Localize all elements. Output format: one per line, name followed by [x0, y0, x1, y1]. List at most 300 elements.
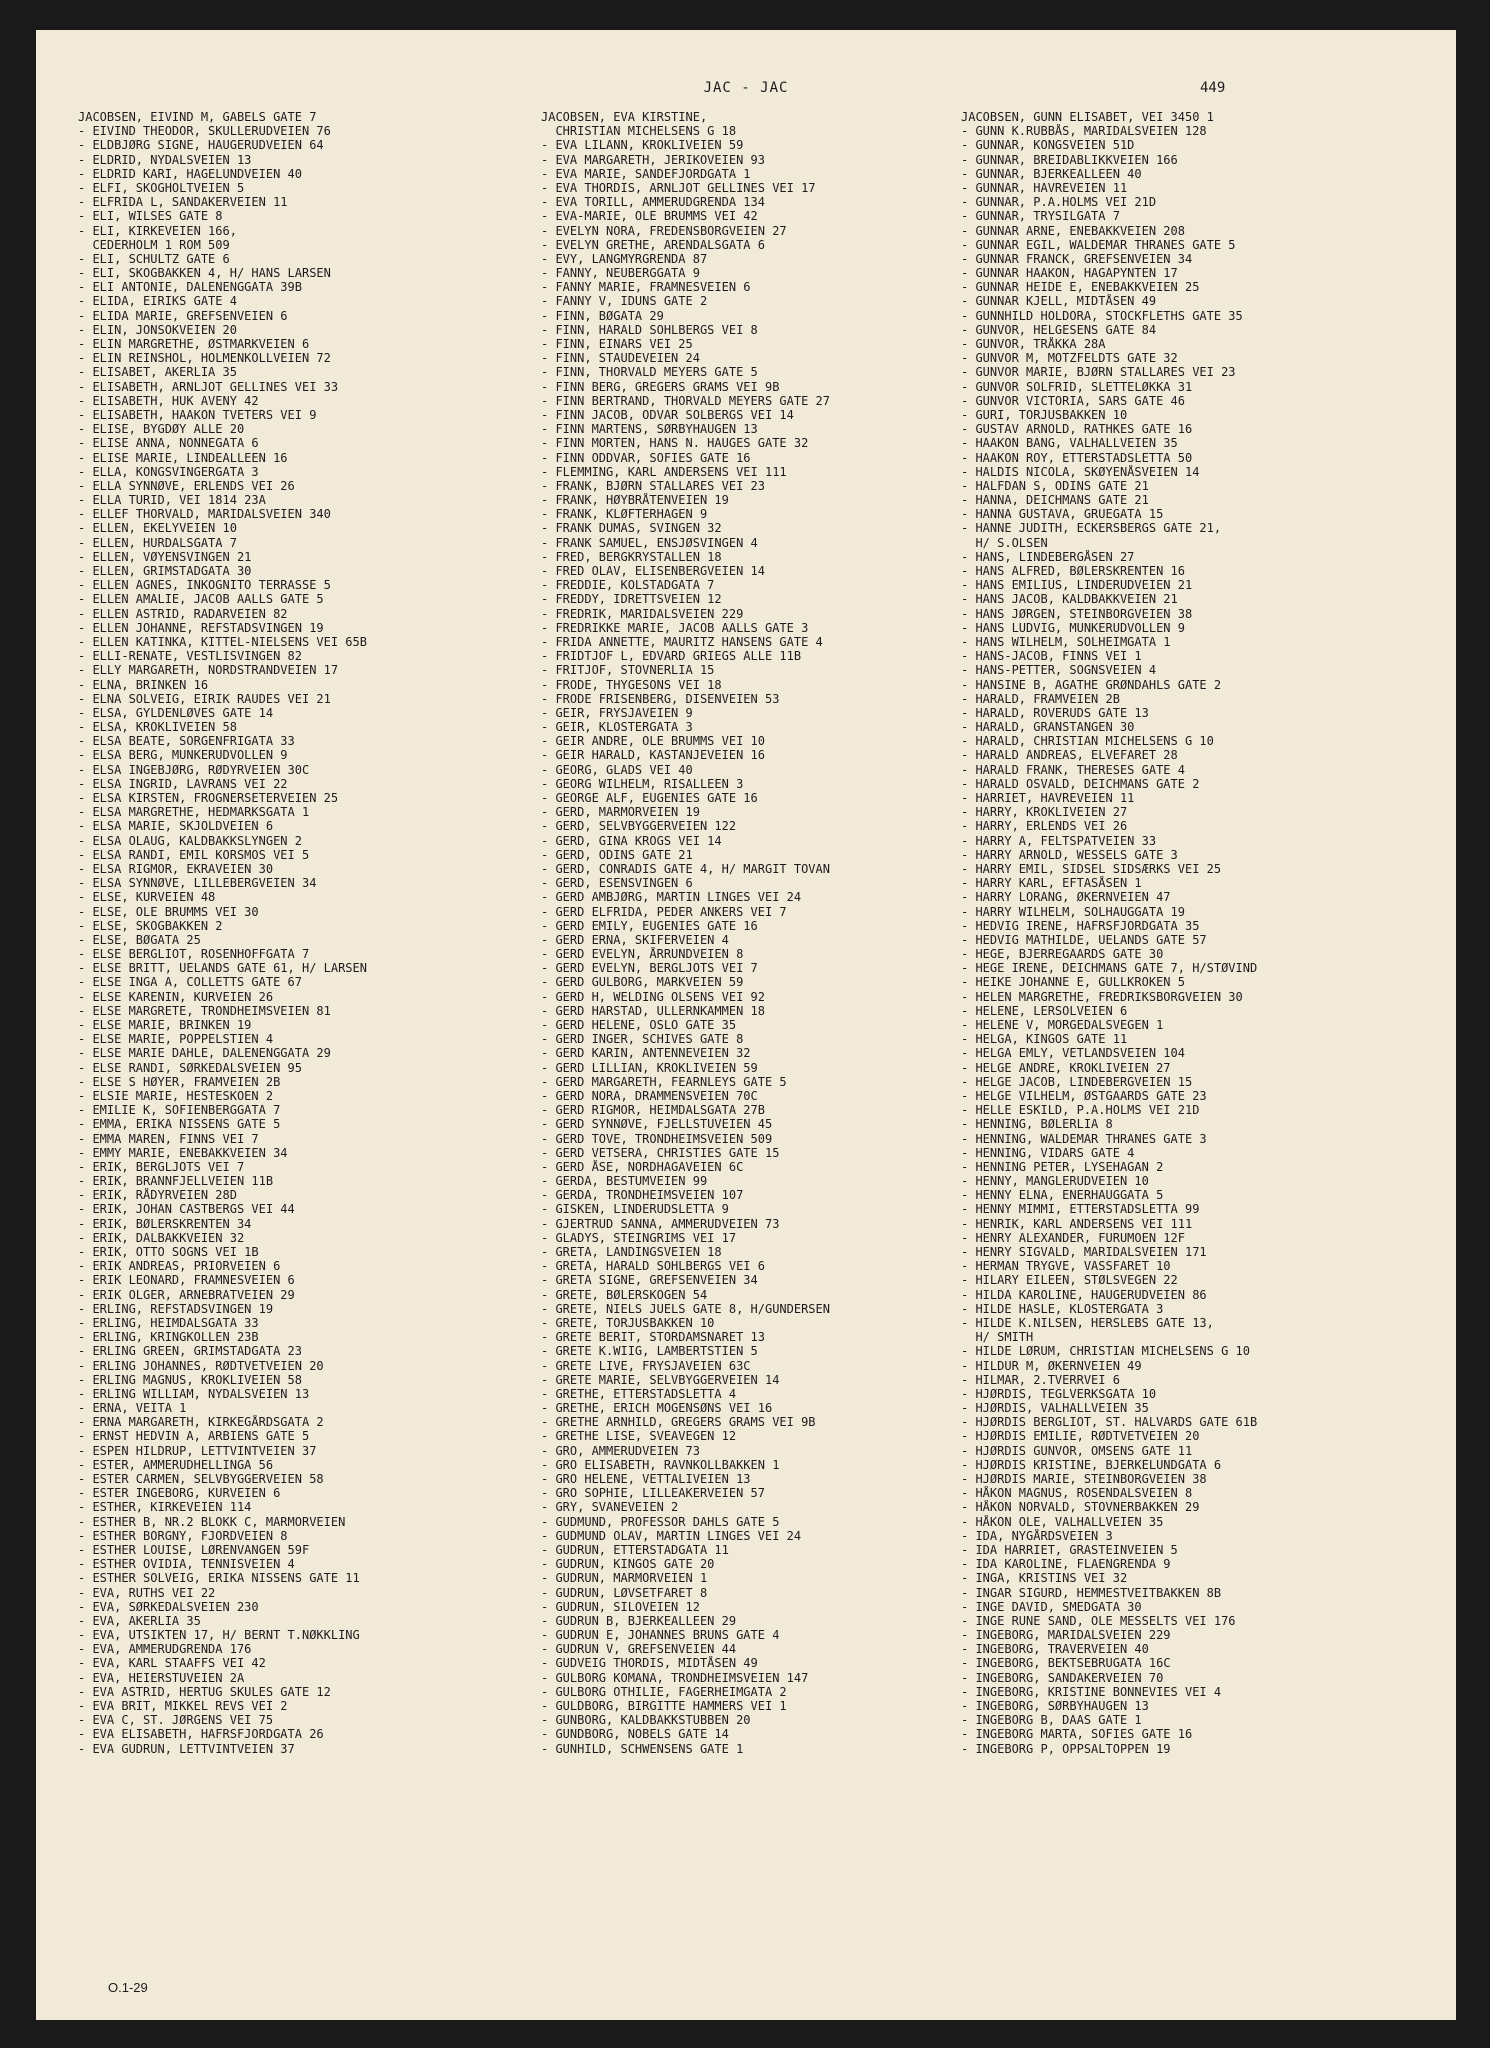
directory-entry-line: - HELGE JACOB, LINDEBERGVEIEN 15	[961, 1074, 1193, 1089]
directory-entry-line: - INGA, KRISTINS VEI 32	[961, 1571, 1128, 1586]
directory-entry-line: - HARRIET, HAVREVEIEN 11	[961, 791, 1135, 805]
directory-entry-line: - INGE DAVID, SMEDGATA 30	[961, 1599, 1142, 1614]
directory-entry-line: - FRANK DUMAS, SVINGEN 32	[541, 521, 722, 536]
directory-entry-line: - GERD VETSERA, CHRISTIES GATE 15	[541, 1145, 780, 1160]
footer-code: O.1-29	[108, 1980, 148, 1995]
directory-entry-line: - HARALD, CHRISTIAN MICHELSENS G 10	[961, 734, 1214, 749]
directory-entry-line: - ERIK OLGER, ARNEBRATVEIEN 29	[78, 1287, 295, 1302]
directory-entry-line: - GUNVOR MARIE, BJØRN STALLARES VEI 23	[961, 365, 1236, 380]
directory-entry-line: - ELLEN, GRIMSTADGATA 30	[78, 564, 252, 578]
directory-entry-line: H/ SMITH	[961, 1330, 1034, 1345]
directory-entry-line: - EVELYN GRETHE, ARENDALSGATA 6	[541, 237, 765, 252]
directory-entry-line: - ELLI-RENATE, VESTLISVINGEN 82	[78, 649, 302, 664]
directory-entry-line: - HJØRDIS GUNVOR, OMSENS GATE 11	[961, 1443, 1193, 1458]
directory-entry-line: - FRODE, THYGESONS VEI 18	[541, 677, 722, 692]
directory-entry-line: - HARRY LORANG, ØKERNVEIEN 47	[961, 890, 1171, 905]
directory-entry-line: - ELLA, KONGSVINGERGATA 3	[78, 464, 259, 479]
directory-entry-line: - FINN, EINARS VEI 25	[541, 337, 693, 351]
directory-entry-line: - HJØRDIS EMILIE, RØDTVETVEIEN 20	[961, 1429, 1200, 1444]
directory-entry-line: - FREDDIE, KOLSTADGATA 7	[541, 578, 715, 593]
directory-entry-line: - GRETHE LISE, SVEAVEGEN 12	[541, 1429, 737, 1444]
directory-entry-line: - EVA C, ST. JØRGENS VEI 75	[78, 1713, 274, 1728]
directory-entry-line: - FANNY V, IDUNS GATE 2	[541, 294, 708, 309]
directory-entry-line: - GRETE, TORJUSBAKKEN 10	[541, 1315, 715, 1330]
directory-entry-line: - GERD EVELYN, ÅRRUNDVEIEN 8	[541, 947, 744, 962]
directory-entry-line: - ELI, SKOGBAKKEN 4, H/ HANS LARSEN	[78, 266, 331, 281]
directory-entry-line: CHRISTIAN MICHELSENS G 18	[541, 124, 737, 139]
directory-entry-line: - GUDRUN, MARMORVEIEN 1	[541, 1571, 708, 1586]
directory-entry-line: - HALDIS NICOLA, SKØYENÅSVEIEN 14	[961, 464, 1200, 479]
directory-entry-line: - GUSTAV ARNOLD, RATHKES GATE 16	[961, 422, 1193, 437]
directory-entry-line: - GUNBORG, KALDBAKKSTUBBEN 20	[541, 1713, 751, 1728]
directory-entry-line: - ERLING, KRINGKOLLEN 23B	[78, 1330, 259, 1345]
directory-entry-line: - HANS LUDVIG, MUNKERUDVOLLEN 9	[961, 620, 1185, 635]
directory-entry-line: - GERD HELENE, OSLO GATE 35	[541, 1018, 737, 1032]
directory-entry-line: - ELLEF THORVALD, MARIDALSVEIEN 340	[78, 507, 331, 522]
directory-entry-line: - GERD H, WELDING OLSENS VEI 92	[541, 989, 765, 1004]
directory-entry-line: - ELLA TURID, VEI 1814 23A	[78, 493, 266, 508]
directory-entry-line: - HENNING, WALDEMAR THRANES GATE 3	[961, 1131, 1207, 1146]
directory-entry-line: - ELLEN ASTRID, RADARVEIEN 82	[78, 606, 288, 621]
directory-entry-line: - ELSE BERGLIOT, ROSENHOFFGATA 7	[78, 947, 310, 962]
directory-entry-line: - EVY, LANGMYRGRENDA 87	[541, 251, 708, 266]
directory-entry-line: - GERD ÅSE, NORDHAGAVEIEN 6C	[541, 1159, 744, 1174]
directory-entry-line: - ERLING, REFSTADSVINGEN 19	[78, 1301, 274, 1316]
directory-entry-line: - GERD, ESENSVINGEN 6	[541, 876, 693, 891]
directory-entry-line: - GERDA, TRONDHEIMSVEIEN 107	[541, 1188, 744, 1203]
directory-entry-line: JACOBSEN, EIVIND M, GABELS GATE 7	[78, 110, 317, 124]
directory-entry-line: - IDA KAROLINE, FLAENGRENDA 9	[961, 1557, 1171, 1572]
directory-entry-line: - GUNNAR, BJERKEALLEEN 40	[961, 166, 1142, 181]
directory-entry-line: - GRO ELISABETH, RAVNKOLLBAKKEN 1	[541, 1457, 780, 1472]
directory-entry-line: - GRETA, LANDINGSVEIEN 18	[541, 1245, 722, 1259]
directory-entry-line: - GRETHE ARNHILD, GREGERS GRAMS VEI 9B	[541, 1415, 816, 1430]
directory-entry-line: - HARRY, ERLENDS VEI 26	[961, 819, 1128, 834]
directory-entry-line: - FRANK SAMUEL, ENSJØSVINGEN 4	[541, 535, 758, 550]
directory-entry-line: - GUDMUND OLAV, MARTIN LINGES VEI 24	[541, 1528, 802, 1543]
directory-entry-line: - EMILIE K, SOFIENBERGGATA 7	[78, 1103, 281, 1118]
directory-entry-line: - ELIDA MARIE, GREFSENVEIEN 6	[78, 308, 288, 323]
directory-entry-line: - ELSA MARGRETHE, HEDMARKSGATA 1	[78, 805, 310, 820]
directory-entry-line: - GERD EVELYN, BERGLJOTS VEI 7	[541, 961, 758, 976]
directory-entry-line: - HARALD, ROVERUDS GATE 13	[961, 705, 1149, 720]
directory-entry-line: - FRIDTJOF L, EDVARD GRIEGS ALLE 11B	[541, 649, 802, 664]
directory-entry-line: - ERIK, OTTO SOGNS VEI 1B	[78, 1245, 259, 1259]
directory-entry-line: - EVA GUDRUN, LETTVINTVEIEN 37	[78, 1741, 295, 1756]
directory-entry-line: - FINN, HARALD SOHLBERGS VEI 8	[541, 322, 758, 337]
directory-entry-line: - ELIDA, EIRIKS GATE 4	[78, 294, 237, 309]
directory-entry-line: - ELFRIDA L, SANDAKERVEIEN 11	[78, 195, 288, 210]
directory-entry-line: - ERIK, DALBAKKVEIEN 32	[78, 1230, 245, 1245]
directory-entry-line: - GEORGE ALF, EUGENIES GATE 16	[541, 791, 758, 805]
directory-entry-line: - EVA, UTSIKTEN 17, H/ BERNT T.NØKKLING	[78, 1628, 360, 1643]
directory-entry-line: - ELIN REINSHOL, HOLMENKOLLVEIEN 72	[78, 351, 331, 366]
directory-entry-line: - ERLING WILLIAM, NYDALSVEIEN 13	[78, 1386, 310, 1401]
directory-entry-line: - FINN BERTRAND, THORVALD MEYERS GATE 27	[541, 393, 830, 408]
directory-entry-line: - ELISABETH, HAAKON TVETERS VEI 9	[78, 407, 317, 422]
directory-entry-line: - GULBORG OTHILIE, FAGERHEIMGATA 2	[541, 1684, 787, 1699]
directory-entry-line: - ERNA, VEITA 1	[78, 1401, 187, 1416]
directory-entry-line: - ELSE INGA A, COLLETTS GATE 67	[78, 975, 302, 990]
directory-entry-line: - HILMAR, 2.TVERRVEI 6	[961, 1372, 1120, 1387]
directory-entry-line: - GERD RIGMOR, HEIMDALSGATA 27B	[541, 1103, 765, 1118]
directory-entry-line: - HARALD, GRANSTANGEN 30	[961, 720, 1135, 735]
directory-entry-line: - GUDRUN E, JOHANNES BRUNS GATE 4	[541, 1628, 780, 1643]
directory-entry-line: - GUNNHILD HOLDORA, STOCKFLETHS GATE 35	[961, 308, 1243, 323]
directory-entry-line: - EVA ASTRID, HERTUG SKULES GATE 12	[78, 1684, 331, 1699]
directory-entry-line: - INGEBORG, MARIDALSVEIEN 229	[961, 1628, 1171, 1643]
directory-entry-line: - GUNNAR EGIL, WALDEMAR THRANES GATE 5	[961, 237, 1236, 252]
directory-entry-line: - ESTHER SOLVEIG, ERIKA NISSENS GATE 11	[78, 1571, 360, 1586]
directory-entry-line: - EVA, KARL STAAFFS VEI 42	[78, 1656, 266, 1671]
directory-entry-line: - GERD, SELVBYGGERVEIEN 122	[541, 819, 737, 834]
directory-entry-line: JACOBSEN, GUNN ELISABET, VEI 3450 1	[961, 110, 1214, 124]
column-2	[541, 110, 961, 1756]
directory-entry-line: - GRETA SIGNE, GREFSENVEIEN 34	[541, 1273, 758, 1288]
directory-entry-line: - HANS JØRGEN, STEINBORGVEIEN 38	[961, 606, 1193, 621]
directory-entry-line: - ELI ANTONIE, DALENENGGATA 39B	[78, 280, 302, 295]
directory-entry-line: - HANNA GUSTAVA, GRUEGATA 15	[961, 507, 1164, 522]
directory-entry-line: - HÅKON NORVALD, STOVNERBAKKEN 29	[961, 1500, 1200, 1515]
directory-entry-line: - HARRY EMIL, SIDSEL SIDSÆRKS VEI 25	[961, 861, 1222, 876]
directory-entry-line: - HENNING, VIDARS GATE 4	[961, 1145, 1135, 1160]
directory-entry-line: - EVA ELISABETH, HAFRSFJORDGATA 26	[78, 1727, 324, 1742]
directory-entry-line: - HEGE IRENE, DEICHMANS GATE 7, H/STØVIND	[961, 961, 1258, 976]
directory-entry-line: - EVA BRIT, MIKKEL REVS VEI 2	[78, 1699, 288, 1713]
directory-entry-line: - HERMAN TRYGVE, VASSFARET 10	[961, 1259, 1171, 1274]
directory-entry-line: - GEIR, KLOSTERGATA 3	[541, 720, 693, 735]
directory-entry-line: - ERLING GREEN, GRIMSTADGATA 23	[78, 1344, 302, 1359]
directory-entry-line: - HANS ALFRED, BØLERSKRENTEN 16	[961, 564, 1185, 578]
directory-entry-line: - HANS WILHELM, SOLHEIMGATA 1	[961, 634, 1171, 649]
directory-entry-line: - ELSA OLAUG, KALDBAKKSLYNGEN 2	[78, 833, 302, 848]
directory-entry-line: - GUNVOR, TRÅKKA 28A	[961, 337, 1106, 351]
directory-entry-line: H/ S.OLSEN	[961, 535, 1048, 550]
directory-entry-line: - FRED OLAV, ELISENBERGVEIEN 14	[541, 564, 765, 578]
directory-entry-line: - ELSE S HØYER, FRAMVEIEN 2B	[78, 1074, 281, 1089]
directory-entry-line: - GUNNAR FRANCK, GREFSENVEIEN 34	[961, 251, 1193, 266]
directory-entry-line: - ELFI, SKOGHOLTVEIEN 5	[78, 180, 245, 195]
directory-page	[36, 30, 1456, 2020]
directory-entry-line: - ELSE MARIE DAHLE, DALENENGGATA 29	[78, 1046, 331, 1061]
directory-entry-line: - GUNVOR SOLFRID, SLETTELØKKA 31	[961, 379, 1193, 394]
directory-entry-line: - ELLA SYNNØVE, ERLENDS VEI 26	[78, 478, 295, 493]
directory-entry-line: - ESTHER OVIDIA, TENNISVEIEN 4	[78, 1557, 295, 1572]
directory-entry-line: - ELSA RANDI, EMIL KORSMOS VEI 5	[78, 847, 310, 862]
directory-entry-line: - FINN MORTEN, HANS N. HAUGES GATE 32	[541, 436, 809, 451]
directory-entry-line: - GUNDBORG, NOBELS GATE 14	[541, 1727, 729, 1742]
directory-entry-line: - GUDMUND, PROFESSOR DAHLS GATE 5	[541, 1514, 780, 1529]
directory-entry-line: - ELISE ANNA, NONNEGATA 6	[78, 436, 259, 451]
directory-entry-line: JACOBSEN, EVA KIRSTINE,	[541, 110, 708, 124]
directory-entry-line: - EVA, SØRKEDALSVEIEN 230	[78, 1599, 259, 1614]
directory-entry-line: - FRODE FRISENBERG, DISENVEIEN 53	[541, 691, 780, 706]
directory-entry-line: - GURI, TORJUSBAKKEN 10	[961, 407, 1128, 422]
directory-entry-line: - GUNNAR HEIDE E, ENEBAKKVEIEN 25	[961, 280, 1200, 295]
directory-entry-line: - GERD NORA, DRAMMENSVEIEN 70C	[541, 1088, 758, 1103]
directory-entry-line: - HEIKE JOHANNE E, GULLKROKEN 5	[961, 975, 1185, 990]
directory-entry-line: - HARRY WILHELM, SOLHAUGGATA 19	[961, 904, 1185, 919]
directory-entry-line: - EVA THORDIS, ARNLJOT GELLINES VEI 17	[541, 180, 816, 195]
directory-entry-line: - ELSA BEATE, SORGENFRIGATA 33	[78, 734, 295, 749]
directory-entry-line: - HAAKON BANG, VALHALLVEIEN 35	[961, 436, 1178, 451]
directory-entry-line: - ERLING JOHANNES, RØDTVETVEIEN 20	[78, 1358, 324, 1373]
directory-entry-line: - HENRIK, KARL ANDERSENS VEI 111	[961, 1216, 1193, 1231]
directory-entry-line: - HANS-JACOB, FINNS VEI 1	[961, 649, 1142, 664]
directory-entry-line: - GEORG WILHELM, RISALLEEN 3	[541, 776, 744, 791]
directory-entry-line: - ELSA KIRSTEN, FROGNERSETERVEIEN 25	[78, 791, 339, 805]
directory-entry-line: - HJØRDIS, TEGLVERKSGATA 10	[961, 1386, 1157, 1401]
directory-entry-line: - FRED, BERGKRYSTALLEN 18	[541, 549, 722, 564]
directory-entry-line: - GERD GULBORG, MARKVEIEN 59	[541, 975, 744, 990]
directory-entry-line: - ELLEN, HURDALSGATA 7	[78, 535, 237, 550]
directory-entry-line: - ESTHER LOUISE, LØRENVANGEN 59F	[78, 1542, 310, 1557]
directory-entry-line: - ELLY MARGARETH, NORDSTRANDVEIEN 17	[78, 663, 339, 678]
directory-entry-line: - INGEBORG, BEKTSEBRUGATA 16C	[961, 1656, 1171, 1671]
directory-entry-line: - HENRY SIGVALD, MARIDALSVEIEN 171	[961, 1245, 1207, 1259]
directory-entry-line: - HELLE ESKILD, P.A.HOLMS VEI 21D	[961, 1103, 1200, 1118]
directory-entry-line: - ELLEN, EKELYVEIEN 10	[78, 521, 237, 536]
directory-entry-line: - GERD ERNA, SKIFERVEIEN 4	[541, 932, 729, 947]
directory-entry-line: - HELEN MARGRETHE, FREDRIKSBORGVEIEN 30	[961, 989, 1243, 1004]
directory-entry-line: - ESTHER BORGNY, FJORDVEIEN 8	[78, 1528, 288, 1543]
directory-entry-line: - ERLING MAGNUS, KROKLIVEIEN 58	[78, 1372, 302, 1387]
directory-entry-line: - FINN BERG, GREGERS GRAMS VEI 9B	[541, 379, 780, 394]
directory-entry-line: - GRO SOPHIE, LILLEAKERVEIEN 57	[541, 1486, 765, 1501]
directory-entry-line: - GISKEN, LINDERUDSLETTA 9	[541, 1202, 729, 1217]
directory-entry-line: - ELSIE MARIE, HESTESKOEN 2	[78, 1088, 274, 1103]
directory-entry-line: - ELNA SOLVEIG, EIRIK RAUDES VEI 21	[78, 691, 331, 706]
directory-entry-line: - ERNST HEDVIN A, ARBIENS GATE 5	[78, 1429, 310, 1444]
directory-entry-line: - ELIN, JONSOKVEIEN 20	[78, 322, 237, 337]
directory-entry-line: - GERD, GINA KROGS VEI 14	[541, 833, 722, 848]
directory-entry-line: - GERD TOVE, TRONDHEIMSVEIEN 509	[541, 1131, 773, 1146]
directory-entry-line: - FRANK, BJØRN STALLARES VEI 23	[541, 478, 765, 493]
directory-entry-line: - ERIK, BØLERSKRENTEN 34	[78, 1216, 252, 1231]
directory-entry-line: - ELSA INGEBJØRG, RØDYRVEIEN 30C	[78, 762, 310, 777]
directory-entry-line: - GUNNAR, TRYSILGATA 7	[961, 209, 1120, 224]
directory-entry-line: - HEGE, BJERREGAARDS GATE 30	[961, 947, 1164, 962]
directory-entry-line: - FANNY MARIE, FRAMNESVEIEN 6	[541, 280, 751, 295]
directory-entry-line: - GRETE, BØLERSKOGEN 54	[541, 1287, 708, 1302]
directory-entry-line: - FINN MARTENS, SØRBYHAUGEN 13	[541, 422, 758, 437]
directory-entry-line: - ERNA MARGARETH, KIRKEGÅRDSGATA 2	[78, 1415, 324, 1430]
directory-entry-line: - GEIR, FRYSJAVEIEN 9	[541, 705, 693, 720]
directory-entry-line: - ELSE MARGRETE, TRONDHEIMSVEIEN 81	[78, 1003, 331, 1018]
directory-entry-line: - HENNING, BØLERLIA 8	[961, 1117, 1113, 1132]
directory-entry-line: - ELISE MARIE, LINDEALLEEN 16	[78, 450, 288, 465]
directory-entry-line: - EVA, HEIERSTUVEIEN 2A	[78, 1670, 245, 1685]
directory-entry-line: - ESTHER, KIRKEVEIEN 114	[78, 1500, 252, 1515]
directory-entry-line: - EVA, AMMERUDGRENDA 176	[78, 1642, 252, 1657]
directory-entry-line: - GUNN K.RUBBÅS, MARIDALSVEIEN 128	[961, 124, 1207, 139]
directory-entry-line: - GUNNAR KJELL, MIDTÅSEN 49	[961, 294, 1157, 309]
directory-entry-line: - GRO HELENE, VETTALIVEIEN 13	[541, 1472, 751, 1486]
directory-entry-line: - GRY, SVANEVEIEN 2	[541, 1500, 679, 1515]
directory-entry-line: - HILDE LØRUM, CHRISTIAN MICHELSENS G 10	[961, 1344, 1250, 1359]
directory-entry-line: - ELDBJØRG SIGNE, HAUGERUDVEIEN 64	[78, 138, 324, 153]
directory-entry-line: - EVA LILANN, KROKLIVEIEN 59	[541, 138, 744, 153]
directory-entry-line: - EVA, RUTHS VEI 22	[78, 1585, 216, 1600]
directory-entry-line: - GRO, AMMERUDVEIEN 73	[541, 1443, 700, 1458]
directory-entry-line: - ELI, KIRKEVEIEN 166,	[78, 223, 237, 238]
directory-entry-line: - INGEBORG, KRISTINE BONNEVIES VEI 4	[961, 1684, 1222, 1699]
directory-entry-line: - HÅKON OLE, VALHALLVEIEN 35	[961, 1514, 1164, 1529]
directory-entry-line: - ESTHER B, NR.2 BLOKK C, MARMORVEIEN	[78, 1514, 346, 1529]
directory-entry-line: - ELSE BRITT, UELANDS GATE 61, H/ LARSEN	[78, 961, 367, 976]
directory-entry-line: - GUNVOR VICTORIA, SARS GATE 46	[961, 393, 1185, 408]
directory-entry-line: CEDERHOLM 1 ROM 509	[78, 237, 230, 252]
directory-entry-line: - FINN, THORVALD MEYERS GATE 5	[541, 365, 758, 380]
directory-entry-line: - GRETA, HARALD SOHLBERGS VEI 6	[541, 1259, 765, 1274]
directory-entry-line: - GERD KARIN, ANTENNEVEIEN 32	[541, 1046, 751, 1061]
directory-entry-line: - GERDA, BESTUMVEIEN 99	[541, 1174, 708, 1189]
directory-entry-line: - HENRY ALEXANDER, FURUMOEN 12F	[961, 1230, 1185, 1245]
page-number: 449	[1200, 80, 1226, 96]
directory-entry-line: - ELIN MARGRETHE, ØSTMARKVEIEN 6	[78, 337, 310, 351]
directory-entry-line: - GUNNAR HAAKON, HAGAPYNTEN 17	[961, 266, 1178, 281]
directory-entry-line: - ESTER, AMMERUDHELLINGA 56	[78, 1457, 274, 1472]
directory-entry-line: - ELSE, KURVEIEN 48	[78, 890, 216, 905]
directory-entry-line: - GULBORG KOMANA, TRONDHEIMSVEIEN 147	[541, 1670, 809, 1685]
directory-entry-line: - FRITJOF, STOVNERLIA 15	[541, 663, 715, 678]
directory-entry-line: - FREDRIKKE MARIE, JACOB AALLS GATE 3	[541, 620, 809, 635]
directory-entry-line: - GEIR ANDRE, OLE BRUMMS VEI 10	[541, 734, 765, 749]
directory-entry-line: - INGEBORG MARTA, SOFIES GATE 16	[961, 1727, 1193, 1742]
directory-entry-line: - HARALD, FRAMVEIEN 2B	[961, 691, 1120, 706]
directory-entry-line: - HÅKON MAGNUS, ROSENDALSVEIEN 8	[961, 1486, 1193, 1501]
directory-entry-line: - ERIK LEONARD, FRAMNESVEIEN 6	[78, 1273, 295, 1288]
directory-entry-line: - EMMA MAREN, FINNS VEI 7	[78, 1131, 259, 1146]
directory-entry-line: - GUDRUN, SILOVEIEN 12	[541, 1599, 700, 1614]
directory-entry-line: - GUDRUN B, BJERKEALLEEN 29	[541, 1613, 737, 1628]
directory-entry-line: - HELGE ANDRE, KROKLIVEIEN 27	[961, 1060, 1171, 1075]
directory-entry-line: - GRETE K.WIIG, LAMBERTSTIEN 5	[541, 1344, 758, 1359]
directory-entry-line: - GERD SYNNØVE, FJELLSTUVEIEN 45	[541, 1117, 773, 1132]
directory-entry-line: - ELSA, KROKLIVEIEN 58	[78, 720, 237, 735]
directory-entry-line: - ELSA MARIE, SKJOLDVEIEN 6	[78, 819, 274, 834]
directory-entry-line: - ELISE, BYGDØY ALLE 20	[78, 422, 245, 437]
directory-entry-line: - GUNNAR, BREIDABLIKKVEIEN 166	[961, 152, 1178, 167]
directory-entry-line: - ELSE KARENIN, KURVEIEN 26	[78, 989, 274, 1004]
directory-entry-line: - HENNY ELNA, ENERHAUGGATA 5	[961, 1188, 1164, 1203]
directory-entry-line: - ELSA RIGMOR, EKRAVEIEN 30	[78, 861, 274, 876]
directory-entry-line: - HILDUR M, ØKERNVEIEN 49	[961, 1358, 1142, 1373]
directory-entry-line: - INGEBORG B, DAAS GATE 1	[961, 1713, 1142, 1728]
directory-entry-line: - GERD LILLIAN, KROKLIVEIEN 59	[541, 1060, 758, 1075]
directory-entry-line: - ELDRID KARI, HAGELUNDVEIEN 40	[78, 166, 302, 181]
directory-entry-line: - ELSA BERG, MUNKERUDVOLLEN 9	[78, 748, 288, 763]
directory-entry-line: - HJØRDIS KRISTINE, BJERKELUNDGATA 6	[961, 1457, 1222, 1472]
directory-entry-line: - HEDVIG IRENE, HAFRSFJORDGATA 35	[961, 918, 1200, 933]
directory-entry-line: - GERD, MARMORVEIEN 19	[541, 805, 700, 820]
directory-entry-line: - EVA MARGARETH, JERIKOVEIEN 93	[541, 152, 765, 167]
directory-entry-line: - HARALD FRANK, THERESES GATE 4	[961, 762, 1185, 777]
running-head: JAC - JAC	[703, 80, 789, 96]
directory-entry-line: - ELSA INGRID, LAVRANS VEI 22	[78, 776, 288, 791]
directory-entry-line: - FINN, BØGATA 29	[541, 308, 664, 323]
directory-entry-line: - FINN, STAUDEVEIEN 24	[541, 351, 700, 366]
directory-entry-line: - EMMY MARIE, ENEBAKKVEIEN 34	[78, 1145, 288, 1160]
directory-entry-line: - FRANK, HØYBRÅTENVEIEN 19	[541, 493, 729, 508]
directory-entry-line: - FINN ODDVAR, SOFIES GATE 16	[541, 450, 751, 465]
directory-entry-line: - EVELYN NORA, FREDENSBORGVEIEN 27	[541, 223, 787, 238]
directory-entry-line: - EMMA, ERIKA NISSENS GATE 5	[78, 1117, 281, 1132]
directory-entry-line: - ELDRID, NYDALSVEIEN 13	[78, 152, 252, 167]
directory-entry-line: - GUNHILD, SCHWENSENS GATE 1	[541, 1741, 744, 1756]
directory-entry-line: - EVA-MARIE, OLE BRUMMS VEI 42	[541, 209, 758, 224]
directory-entry-line: - ELLEN KATINKA, KITTEL-NIELSENS VEI 65B	[78, 634, 367, 649]
directory-entry-line: - ERIK, JOHAN CASTBERGS VEI 44	[78, 1202, 295, 1217]
directory-entry-line: - ESTER CARMEN, SELVBYGGERVEIEN 58	[78, 1472, 324, 1486]
directory-entry-line: - GRETHE, ETTERSTADSLETTA 4	[541, 1386, 737, 1401]
directory-entry-line: - INGEBORG P, OPPSALTOPPEN 19	[961, 1741, 1171, 1756]
directory-entry-line: - GRETHE, ERICH MOGENSØNS VEI 16	[541, 1401, 773, 1416]
directory-entry-line: - IDA HARRIET, GRASTEINVEIEN 5	[961, 1542, 1178, 1557]
directory-entry-line: - GUNNAR ARNE, ENEBAKKVEIEN 208	[961, 223, 1185, 238]
directory-entry-line: - HELGA EMLY, VETLANDSVEIEN 104	[961, 1046, 1185, 1061]
directory-entry-line: - GUDRUN, KINGOS GATE 20	[541, 1557, 715, 1572]
directory-entry-line: - HILDA KAROLINE, HAUGERUDVEIEN 86	[961, 1287, 1207, 1302]
directory-entry-line: - GUDRUN, ETTERSTADGATA 11	[541, 1542, 729, 1557]
directory-entry-line: - FREDDY, IDRETTSVEIEN 12	[541, 592, 722, 607]
directory-entry-line: - HARALD ANDREAS, ELVEFARET 28	[961, 748, 1178, 763]
directory-entry-line: - ELI, WILSES GATE 8	[78, 209, 223, 224]
directory-entry-line: - GUDRUN V, GREFSENVEIEN 44	[541, 1642, 737, 1657]
directory-entry-line: - HANNA, DEICHMANS GATE 21	[961, 493, 1149, 508]
directory-entry-line: - HANS JACOB, KALDBAKKVEIEN 21	[961, 592, 1178, 607]
directory-entry-line: - ELI, SCHULTZ GATE 6	[78, 251, 230, 266]
directory-entry-line: - FLEMMING, KARL ANDERSENS VEI 111	[541, 464, 787, 479]
directory-entry-line: - GRETE LIVE, FRYSJAVEIEN 63C	[541, 1358, 751, 1373]
directory-entry-line: - ERLING, HEIMDALSGATA 33	[78, 1315, 259, 1330]
directory-entry-line: - INGEBORG, TRAVERVEIEN 40	[961, 1642, 1149, 1657]
directory-entry-line: - GRETE BERIT, STORDAMSNARET 13	[541, 1330, 765, 1345]
directory-entry-line: - ELSA SYNNØVE, LILLEBERGVEIEN 34	[78, 876, 317, 891]
directory-entry-line: - HILARY EILEEN, STØLSVEGEN 22	[961, 1273, 1178, 1288]
directory-entry-line: - ELLEN JOHANNE, REFSTADSVINGEN 19	[78, 620, 324, 635]
directory-entry-line: - FRIDA ANNETTE, MAURITZ HANSENS GATE 4	[541, 634, 823, 649]
directory-entry-line: - ERIK ANDREAS, PRIORVEIEN 6	[78, 1259, 281, 1274]
directory-entry-line: - ERIK, BERGLJOTS VEI 7	[78, 1159, 245, 1174]
directory-entry-line: - GERD EMILY, EUGENIES GATE 16	[541, 918, 758, 933]
directory-entry-line: - ELSE RANDI, SØRKEDALSVEIEN 95	[78, 1060, 302, 1075]
directory-entry-line: - EVA, AKERLIA 35	[78, 1613, 201, 1628]
directory-entry-line: - GLADYS, STEINGRIMS VEI 17	[541, 1230, 737, 1245]
directory-entry-line: - GERD MARGARETH, FEARNLEYS GATE 5	[541, 1074, 787, 1089]
directory-entry-line: - ELLEN AMALIE, JACOB AALLS GATE 5	[78, 592, 324, 607]
directory-entry-line: - GUNVOR M, MOTZFELDTS GATE 32	[961, 351, 1178, 366]
directory-entry-line: - HJØRDIS MARIE, STEINBORGVEIEN 38	[961, 1472, 1207, 1486]
directory-entry-line: - GRETE, NIELS JUELS GATE 8, H/GUNDERSEN	[541, 1301, 830, 1316]
directory-entry-line: - GERD AMBJØRG, MARTIN LINGES VEI 24	[541, 890, 802, 905]
directory-entry-line: - ERIK, RÅDYRVEIEN 28D	[78, 1188, 237, 1203]
directory-entry-line: - HANS EMILIUS, LINDERUDVEIEN 21	[961, 578, 1193, 593]
directory-entry-line: - ELISABETH, HUK AVENY 42	[78, 393, 259, 408]
directory-entry-line: - GERD, ODINS GATE 21	[541, 847, 693, 862]
column-1	[78, 110, 498, 1756]
directory-entry-line: - GUDRUN, LØVSETFARET 8	[541, 1585, 708, 1600]
directory-entry-line: - IDA, NYGÅRDSVEIEN 3	[961, 1528, 1113, 1543]
directory-entry-line: - ELSA, GYLDENLØVES GATE 14	[78, 705, 274, 720]
directory-entry-line: - HJØRDIS, VALHALLVEIEN 35	[961, 1401, 1149, 1416]
directory-entry-line: - GULDBORG, BIRGITTE HAMMERS VEI 1	[541, 1699, 787, 1713]
directory-entry-line: - HALFDAN S, ODINS GATE 21	[961, 478, 1149, 493]
directory-entry-line: - ERIK, BRANNFJELLVEIEN 11B	[78, 1174, 274, 1189]
directory-entry-line: - HARRY ARNOLD, WESSELS GATE 3	[961, 847, 1178, 862]
directory-entry-line: - HEDVIG MATHILDE, UELANDS GATE 57	[961, 932, 1207, 947]
directory-entry-line: - HAAKON ROY, ETTERSTADSLETTA 50	[961, 450, 1193, 465]
